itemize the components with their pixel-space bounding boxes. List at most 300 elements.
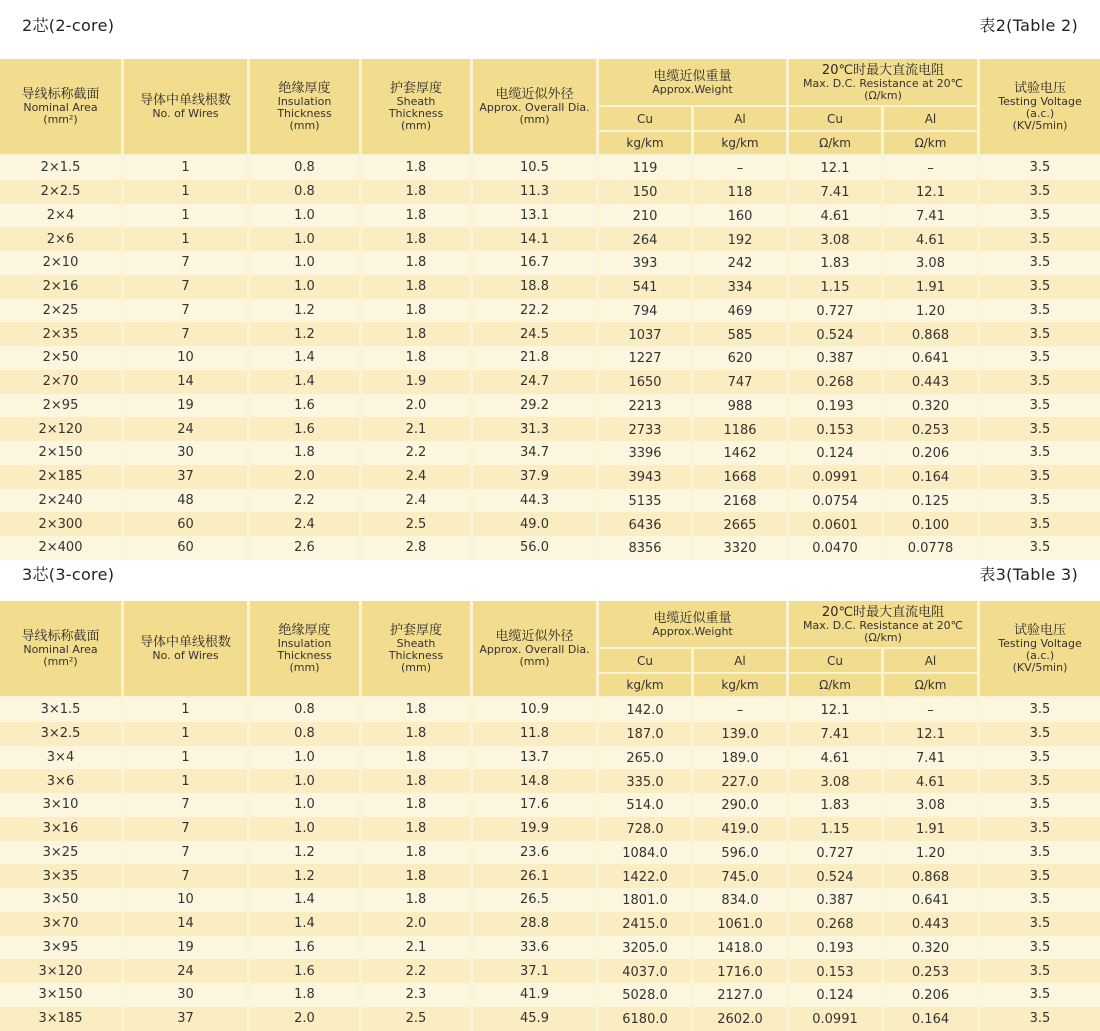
cell-sheath-thickness: 1.8 — [362, 888, 473, 912]
cell-weight-al: 745.0 — [694, 864, 789, 888]
cell-weight-al: 334 — [694, 275, 789, 299]
table-row — [0, 465, 1100, 489]
cell-nominal-area: 2×50 — [0, 346, 124, 370]
cell-sheath-thickness: 1.8 — [362, 275, 473, 299]
table2-title: 2芯(2-core) — [22, 16, 115, 35]
table-row — [0, 370, 1100, 394]
col-header-nominal-area: 导线标称截面 Nominal Area (mm²) — [0, 601, 124, 698]
cell-sheath-thickness: 1.8 — [362, 322, 473, 346]
cell-resistance-cu: 1.83 — [789, 251, 884, 275]
cell-weight-cu: 210 — [599, 204, 694, 228]
cell-resistance-al: – — [884, 698, 980, 722]
cell-testing-voltage: 3.5 — [980, 936, 1100, 960]
cell-overall-dia: 26.1 — [473, 864, 599, 888]
cell-testing-voltage: 3.5 — [980, 251, 1100, 275]
cell-overall-dia: 56.0 — [473, 536, 599, 560]
cell-overall-dia: 31.3 — [473, 417, 599, 441]
cell-overall-dia: 24.7 — [473, 370, 599, 394]
cell-weight-cu: 541 — [599, 275, 694, 299]
cell-testing-voltage: 3.5 — [980, 299, 1100, 323]
cell-overall-dia: 29.2 — [473, 394, 599, 418]
cell-sheath-thickness: 1.8 — [362, 204, 473, 228]
cell-weight-al: 2127.0 — [694, 983, 789, 1007]
cell-resistance-al: 3.08 — [884, 793, 980, 817]
cell-resistance-cu: 0.524 — [789, 322, 884, 346]
cell-testing-voltage: 3.5 — [980, 441, 1100, 465]
cell-sheath-thickness: 2.1 — [362, 936, 473, 960]
cell-resistance-al: 0.253 — [884, 959, 980, 983]
cell-weight-cu: 1084.0 — [599, 841, 694, 865]
cell-overall-dia: 11.8 — [473, 722, 599, 746]
col-header-no-of-wires: 导体中单线根数 No. of Wires — [124, 59, 250, 156]
cell-resistance-cu: 0.0754 — [789, 489, 884, 513]
cell-resistance-cu: 1.15 — [789, 817, 884, 841]
cell-resistance-al: 3.08 — [884, 251, 980, 275]
cell-weight-cu: 1037 — [599, 322, 694, 346]
cell-insulation-thickness: 2.6 — [250, 536, 362, 560]
cell-resistance-cu: 0.387 — [789, 346, 884, 370]
cell-resistance-al: 0.0778 — [884, 536, 980, 560]
table3-body — [0, 698, 1100, 1031]
cell-sheath-thickness: 1.8 — [362, 698, 473, 722]
cell-sheath-thickness: 1.8 — [362, 864, 473, 888]
cell-weight-cu: 2213 — [599, 394, 694, 418]
cell-testing-voltage: 3.5 — [980, 322, 1100, 346]
table-row — [0, 959, 1100, 983]
table-row — [0, 722, 1100, 746]
cell-overall-dia: 14.1 — [473, 227, 599, 251]
cell-no-of-wires: 1 — [124, 204, 250, 228]
cell-weight-cu: 8356 — [599, 536, 694, 560]
cell-nominal-area: 2×35 — [0, 322, 124, 346]
cell-testing-voltage: 3.5 — [980, 793, 1100, 817]
cell-overall-dia: 41.9 — [473, 983, 599, 1007]
cell-nominal-area: 2×185 — [0, 465, 124, 489]
cell-resistance-al: 0.125 — [884, 489, 980, 513]
cell-insulation-thickness: 1.2 — [250, 299, 362, 323]
cell-resistance-cu: 0.193 — [789, 394, 884, 418]
cell-nominal-area: 2×10 — [0, 251, 124, 275]
cell-weight-cu: 335.0 — [599, 769, 694, 793]
cell-resistance-al: 4.61 — [884, 769, 980, 793]
cell-no-of-wires: 37 — [124, 465, 250, 489]
cell-weight-al: 3320 — [694, 536, 789, 560]
cell-resistance-cu: 12.1 — [789, 698, 884, 722]
cell-weight-al: 2168 — [694, 489, 789, 513]
cell-resistance-cu: 0.0601 — [789, 512, 884, 536]
table-row — [0, 489, 1100, 513]
cell-weight-cu: 1422.0 — [599, 864, 694, 888]
cell-testing-voltage: 3.5 — [980, 394, 1100, 418]
cell-no-of-wires: 1 — [124, 156, 250, 180]
cell-resistance-al: 0.164 — [884, 1007, 980, 1031]
cell-insulation-thickness: 1.0 — [250, 746, 362, 770]
cell-resistance-cu: 12.1 — [789, 156, 884, 180]
col-header-sheath-thickness: 护套厚度 Sheath Thickness (mm) — [362, 59, 473, 156]
cell-testing-voltage: 3.5 — [980, 983, 1100, 1007]
cell-weight-cu: 3943 — [599, 465, 694, 489]
col-header-testing-voltage: 试验电压 Testing Voltage (a.c.) (KV/5min) — [980, 601, 1100, 698]
cell-nominal-area: 3×1.5 — [0, 698, 124, 722]
cell-sheath-thickness: 1.8 — [362, 769, 473, 793]
cell-testing-voltage: 3.5 — [980, 959, 1100, 983]
cell-weight-cu: 265.0 — [599, 746, 694, 770]
cell-insulation-thickness: 1.6 — [250, 936, 362, 960]
cell-resistance-cu: 0.727 — [789, 299, 884, 323]
cell-nominal-area: 3×95 — [0, 936, 124, 960]
cell-insulation-thickness: 1.0 — [250, 793, 362, 817]
cell-overall-dia: 13.7 — [473, 746, 599, 770]
cell-no-of-wires: 48 — [124, 489, 250, 513]
cell-nominal-area: 3×4 — [0, 746, 124, 770]
cell-weight-cu: 3205.0 — [599, 936, 694, 960]
cell-resistance-al: 0.320 — [884, 936, 980, 960]
table-row — [0, 346, 1100, 370]
cell-sheath-thickness: 1.8 — [362, 156, 473, 180]
col-header-dc-resistance: 20℃时最大直流电阻 Max. D.C. Resistance at 20℃ (Ω/km) — [789, 601, 980, 649]
cell-weight-al: 2602.0 — [694, 1007, 789, 1031]
cell-testing-voltage: 3.5 — [980, 180, 1100, 204]
cell-insulation-thickness: 1.0 — [250, 204, 362, 228]
cell-weight-al: 1061.0 — [694, 912, 789, 936]
cell-resistance-al: 0.320 — [884, 394, 980, 418]
cell-resistance-al: – — [884, 156, 980, 180]
cell-sheath-thickness: 1.9 — [362, 370, 473, 394]
table-row — [0, 251, 1100, 275]
subheader-resistance-al: Al — [884, 107, 980, 132]
subheader-resistance-cu: Cu — [789, 649, 884, 674]
cell-nominal-area: 2×120 — [0, 417, 124, 441]
cell-weight-cu: 119 — [599, 156, 694, 180]
cell-resistance-cu: 0.153 — [789, 417, 884, 441]
cell-no-of-wires: 1 — [124, 769, 250, 793]
cell-insulation-thickness: 0.8 — [250, 722, 362, 746]
cell-weight-al: 290.0 — [694, 793, 789, 817]
cell-testing-voltage: 3.5 — [980, 227, 1100, 251]
table-row — [0, 275, 1100, 299]
unit-resistance-cu: Ω/km — [789, 132, 884, 156]
cell-overall-dia: 16.7 — [473, 251, 599, 275]
cell-no-of-wires: 24 — [124, 959, 250, 983]
cell-weight-al: 1462 — [694, 441, 789, 465]
cell-overall-dia: 44.3 — [473, 489, 599, 513]
cell-insulation-thickness: 1.0 — [250, 251, 362, 275]
cell-resistance-cu: 3.08 — [789, 227, 884, 251]
unit-resistance-cu: Ω/km — [789, 674, 884, 698]
cell-testing-voltage: 3.5 — [980, 722, 1100, 746]
subheader-resistance-al: Al — [884, 649, 980, 674]
cell-sheath-thickness: 1.8 — [362, 180, 473, 204]
cell-insulation-thickness: 1.8 — [250, 983, 362, 1007]
cell-nominal-area: 2×1.5 — [0, 156, 124, 180]
table-row — [0, 864, 1100, 888]
cell-overall-dia: 21.8 — [473, 346, 599, 370]
cell-sheath-thickness: 2.0 — [362, 394, 473, 418]
cell-testing-voltage: 3.5 — [980, 864, 1100, 888]
cell-resistance-cu: 3.08 — [789, 769, 884, 793]
cell-overall-dia: 28.8 — [473, 912, 599, 936]
cell-sheath-thickness: 2.4 — [362, 465, 473, 489]
cell-weight-al: 419.0 — [694, 817, 789, 841]
cell-weight-cu: 1650 — [599, 370, 694, 394]
cell-resistance-cu: 7.41 — [789, 180, 884, 204]
cell-weight-cu: 393 — [599, 251, 694, 275]
cell-nominal-area: 3×70 — [0, 912, 124, 936]
table-row — [0, 180, 1100, 204]
cell-resistance-cu: 7.41 — [789, 722, 884, 746]
col-header-insulation-thickness: 绝缘厚度 Insulation Thickness (mm) — [250, 59, 362, 156]
table3-number: 表3(Table 3) — [979, 565, 1078, 584]
cell-testing-voltage: 3.5 — [980, 841, 1100, 865]
cell-no-of-wires: 10 — [124, 346, 250, 370]
cell-resistance-al: 0.164 — [884, 465, 980, 489]
cell-weight-cu: 1227 — [599, 346, 694, 370]
cell-resistance-al: 0.868 — [884, 864, 980, 888]
table-row — [0, 698, 1100, 722]
cell-insulation-thickness: 2.0 — [250, 465, 362, 489]
cell-weight-al: 747 — [694, 370, 789, 394]
cell-sheath-thickness: 1.8 — [362, 793, 473, 817]
cell-resistance-al: 0.868 — [884, 322, 980, 346]
table-row — [0, 536, 1100, 560]
cell-resistance-cu: 4.61 — [789, 204, 884, 228]
table-row — [0, 1007, 1100, 1031]
unit-weight-cu: kg/km — [599, 132, 694, 156]
cell-insulation-thickness: 1.6 — [250, 394, 362, 418]
cell-resistance-cu: 0.0991 — [789, 465, 884, 489]
cell-resistance-al: 1.20 — [884, 841, 980, 865]
cell-no-of-wires: 30 — [124, 441, 250, 465]
cell-resistance-cu: 1.83 — [789, 793, 884, 817]
cell-sheath-thickness: 1.8 — [362, 299, 473, 323]
cell-no-of-wires: 7 — [124, 275, 250, 299]
cell-weight-al: – — [694, 698, 789, 722]
cell-no-of-wires: 37 — [124, 1007, 250, 1031]
cell-nominal-area: 2×25 — [0, 299, 124, 323]
cell-weight-al: 1418.0 — [694, 936, 789, 960]
cell-insulation-thickness: 1.2 — [250, 864, 362, 888]
cell-resistance-al: 0.206 — [884, 441, 980, 465]
cell-sheath-thickness: 2.2 — [362, 959, 473, 983]
cell-weight-al: – — [694, 156, 789, 180]
cell-testing-voltage: 3.5 — [980, 817, 1100, 841]
cell-nominal-area: 2×70 — [0, 370, 124, 394]
cell-nominal-area: 2×2.5 — [0, 180, 124, 204]
cell-weight-al: 834.0 — [694, 888, 789, 912]
cell-resistance-al: 12.1 — [884, 180, 980, 204]
table-row — [0, 817, 1100, 841]
cell-overall-dia: 14.8 — [473, 769, 599, 793]
cell-resistance-cu: 0.268 — [789, 370, 884, 394]
cell-overall-dia: 24.5 — [473, 322, 599, 346]
table2-body — [0, 156, 1100, 560]
cell-weight-cu: 6180.0 — [599, 1007, 694, 1031]
cell-overall-dia: 17.6 — [473, 793, 599, 817]
cell-resistance-al: 0.253 — [884, 417, 980, 441]
cell-nominal-area: 2×150 — [0, 441, 124, 465]
cell-resistance-al: 0.641 — [884, 888, 980, 912]
unit-resistance-al: Ω/km — [884, 132, 980, 156]
cell-insulation-thickness: 1.4 — [250, 370, 362, 394]
cell-resistance-al: 12.1 — [884, 722, 980, 746]
cell-resistance-al: 0.206 — [884, 983, 980, 1007]
cell-testing-voltage: 3.5 — [980, 204, 1100, 228]
cell-weight-al: 1668 — [694, 465, 789, 489]
table-row — [0, 746, 1100, 770]
cell-weight-al: 1186 — [694, 417, 789, 441]
cell-insulation-thickness: 1.0 — [250, 227, 362, 251]
cell-testing-voltage: 3.5 — [980, 536, 1100, 560]
unit-weight-al: kg/km — [694, 132, 789, 156]
cell-weight-al: 585 — [694, 322, 789, 346]
cell-sheath-thickness: 2.3 — [362, 983, 473, 1007]
cell-weight-al: 596.0 — [694, 841, 789, 865]
table-row — [0, 394, 1100, 418]
cell-sheath-thickness: 2.8 — [362, 536, 473, 560]
cell-weight-cu: 794 — [599, 299, 694, 323]
table-row — [0, 936, 1100, 960]
col-header-dc-resistance: 20℃时最大直流电阻 Max. D.C. Resistance at 20℃ (Ω/km) — [789, 59, 980, 107]
cell-nominal-area: 3×10 — [0, 793, 124, 817]
cell-overall-dia: 45.9 — [473, 1007, 599, 1031]
cell-insulation-thickness: 1.6 — [250, 417, 362, 441]
cell-resistance-al: 4.61 — [884, 227, 980, 251]
cell-testing-voltage: 3.5 — [980, 489, 1100, 513]
cell-overall-dia: 49.0 — [473, 512, 599, 536]
table-row — [0, 888, 1100, 912]
cell-resistance-cu: 0.387 — [789, 888, 884, 912]
cell-insulation-thickness: 1.4 — [250, 346, 362, 370]
table-row — [0, 912, 1100, 936]
cell-testing-voltage: 3.5 — [980, 912, 1100, 936]
subheader-weight-cu: Cu — [599, 107, 694, 132]
cell-overall-dia: 19.9 — [473, 817, 599, 841]
unit-resistance-al: Ω/km — [884, 674, 980, 698]
cell-sheath-thickness: 1.8 — [362, 841, 473, 865]
cell-weight-al: 469 — [694, 299, 789, 323]
cell-weight-al: 620 — [694, 346, 789, 370]
cell-insulation-thickness: 0.8 — [250, 180, 362, 204]
cell-no-of-wires: 7 — [124, 322, 250, 346]
cell-no-of-wires: 1 — [124, 698, 250, 722]
cell-weight-cu: 264 — [599, 227, 694, 251]
cell-nominal-area: 2×16 — [0, 275, 124, 299]
col-header-sheath-thickness: 护套厚度 Sheath Thickness (mm) — [362, 601, 473, 698]
col-header-insulation-thickness: 绝缘厚度 Insulation Thickness (mm) — [250, 601, 362, 698]
cell-weight-cu: 4037.0 — [599, 959, 694, 983]
cell-nominal-area: 2×95 — [0, 394, 124, 418]
cell-weight-cu: 728.0 — [599, 817, 694, 841]
table-row — [0, 441, 1100, 465]
table2-number: 表2(Table 2) — [979, 16, 1078, 35]
cell-resistance-al: 1.91 — [884, 817, 980, 841]
cell-overall-dia: 11.3 — [473, 180, 599, 204]
cell-weight-cu: 5028.0 — [599, 983, 694, 1007]
cell-no-of-wires: 19 — [124, 394, 250, 418]
cell-insulation-thickness: 1.6 — [250, 959, 362, 983]
cell-no-of-wires: 7 — [124, 793, 250, 817]
cell-resistance-al: 7.41 — [884, 746, 980, 770]
cell-sheath-thickness: 2.0 — [362, 912, 473, 936]
cell-nominal-area: 3×150 — [0, 983, 124, 1007]
cell-nominal-area: 2×4 — [0, 204, 124, 228]
cell-testing-voltage: 3.5 — [980, 417, 1100, 441]
cell-overall-dia: 23.6 — [473, 841, 599, 865]
table-row — [0, 156, 1100, 180]
table-row — [0, 512, 1100, 536]
cell-overall-dia: 26.5 — [473, 888, 599, 912]
cell-resistance-al: 7.41 — [884, 204, 980, 228]
cell-weight-cu: 1801.0 — [599, 888, 694, 912]
col-header-no-of-wires: 导体中单线根数 No. of Wires — [124, 601, 250, 698]
cell-overall-dia: 33.6 — [473, 936, 599, 960]
cell-resistance-al: 0.443 — [884, 370, 980, 394]
cell-insulation-thickness: 2.4 — [250, 512, 362, 536]
cell-insulation-thickness: 1.0 — [250, 275, 362, 299]
subheader-weight-al: Al — [694, 107, 789, 132]
table-row — [0, 841, 1100, 865]
cell-no-of-wires: 1 — [124, 722, 250, 746]
cell-resistance-al: 0.641 — [884, 346, 980, 370]
col-header-testing-voltage: 试验电压 Testing Voltage (a.c.) (KV/5min) — [980, 59, 1100, 156]
cell-insulation-thickness: 1.8 — [250, 441, 362, 465]
cell-nominal-area: 3×6 — [0, 769, 124, 793]
subheader-resistance-cu: Cu — [789, 107, 884, 132]
cell-overall-dia: 10.9 — [473, 698, 599, 722]
cell-resistance-cu: 0.268 — [789, 912, 884, 936]
cell-nominal-area: 3×2.5 — [0, 722, 124, 746]
cell-weight-cu: 514.0 — [599, 793, 694, 817]
cell-no-of-wires: 1 — [124, 746, 250, 770]
cell-sheath-thickness: 2.2 — [362, 441, 473, 465]
cell-testing-voltage: 3.5 — [980, 1007, 1100, 1031]
cell-weight-al: 192 — [694, 227, 789, 251]
cell-nominal-area: 2×6 — [0, 227, 124, 251]
cell-sheath-thickness: 2.5 — [362, 1007, 473, 1031]
cell-sheath-thickness: 1.8 — [362, 251, 473, 275]
col-header-nominal-area: 导线标称截面 Nominal Area (mm²) — [0, 59, 124, 156]
cell-no-of-wires: 7 — [124, 251, 250, 275]
cell-no-of-wires: 14 — [124, 370, 250, 394]
cell-nominal-area: 3×25 — [0, 841, 124, 865]
cell-sheath-thickness: 1.8 — [362, 227, 473, 251]
cell-resistance-cu: 1.15 — [789, 275, 884, 299]
cell-insulation-thickness: 1.4 — [250, 888, 362, 912]
cell-no-of-wires: 1 — [124, 180, 250, 204]
cell-weight-cu: 150 — [599, 180, 694, 204]
col-header-overall-dia: 电缆近似外径 Approx. Overall Dia. (mm) — [473, 601, 599, 698]
cell-resistance-cu: 0.124 — [789, 983, 884, 1007]
cell-weight-al: 139.0 — [694, 722, 789, 746]
cell-resistance-cu: 0.0470 — [789, 536, 884, 560]
cell-nominal-area: 3×120 — [0, 959, 124, 983]
cell-sheath-thickness: 1.8 — [362, 817, 473, 841]
cell-resistance-cu: 0.193 — [789, 936, 884, 960]
cell-testing-voltage: 3.5 — [980, 346, 1100, 370]
cell-sheath-thickness: 1.8 — [362, 746, 473, 770]
cell-nominal-area: 3×35 — [0, 864, 124, 888]
cell-weight-cu: 5135 — [599, 489, 694, 513]
cell-weight-al: 189.0 — [694, 746, 789, 770]
cell-insulation-thickness: 1.2 — [250, 322, 362, 346]
cell-weight-al: 1716.0 — [694, 959, 789, 983]
cell-testing-voltage: 3.5 — [980, 465, 1100, 489]
table3-title: 3芯(3-core) — [22, 565, 115, 584]
col-header-approx-weight: 电缆近似重量 Approx.Weight — [599, 59, 789, 107]
cell-overall-dia: 34.7 — [473, 441, 599, 465]
cell-resistance-cu: 0.0991 — [789, 1007, 884, 1031]
cell-weight-cu: 187.0 — [599, 722, 694, 746]
